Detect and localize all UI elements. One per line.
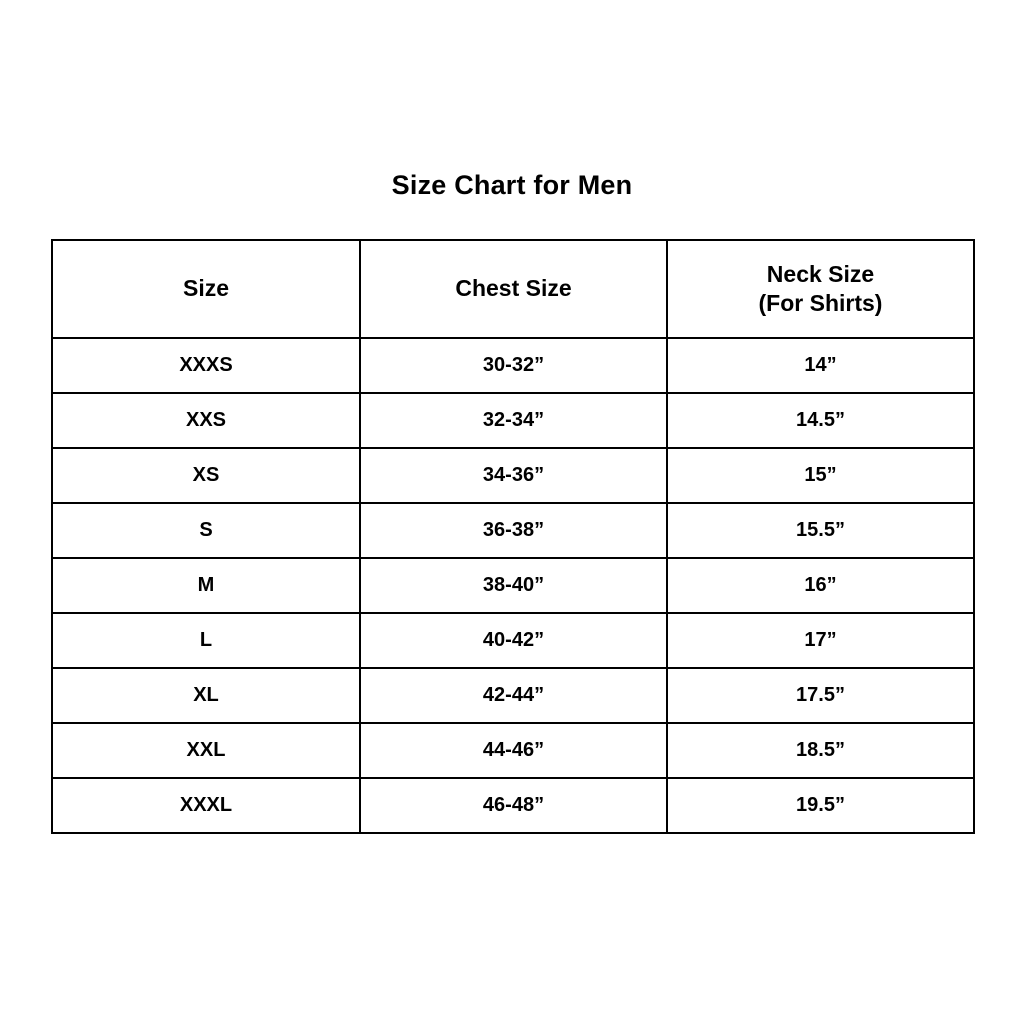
cell-chest: 42-44”: [360, 668, 667, 723]
column-header-neck-size-label: Neck Size: [766, 260, 875, 287]
table-row: [52, 778, 974, 833]
page-title: Size Chart for Men: [391, 170, 633, 200]
cell-size: XXXS: [52, 338, 360, 393]
column-header-neck-size-sublabel: (For Shirts): [758, 290, 883, 316]
table-row: [52, 503, 974, 558]
cell-neck: 16”: [667, 558, 974, 613]
cell-neck: 14”: [667, 338, 974, 393]
table-row: [52, 393, 974, 448]
cell-size: XS: [52, 448, 360, 503]
cell-chest: 46-48”: [360, 778, 667, 833]
cell-size: XXXL: [52, 778, 360, 833]
cell-chest: 30-32”: [360, 338, 667, 393]
cell-neck: 14.5”: [667, 393, 974, 448]
cell-chest: 44-46”: [360, 723, 667, 778]
table-row: [52, 613, 974, 668]
table-row: [52, 338, 974, 393]
table-row: [52, 668, 974, 723]
cell-neck: 17”: [667, 613, 974, 668]
cell-neck: 17.5”: [667, 668, 974, 723]
cell-chest: 38-40”: [360, 558, 667, 613]
table-body: [52, 338, 974, 833]
cell-chest: 40-42”: [360, 613, 667, 668]
table-row: [52, 448, 974, 503]
cell-size: XXL: [52, 723, 360, 778]
table-row: [52, 558, 974, 613]
column-header-chest-size-label: Chest Size: [455, 275, 572, 302]
cell-neck: 19.5”: [667, 778, 974, 833]
cell-neck: 15”: [667, 448, 974, 503]
cell-chest: 32-34”: [360, 393, 667, 448]
column-header-size-label: Size: [182, 275, 230, 302]
size-chart-table-wrapper: [51, 239, 973, 834]
size-chart-table: [51, 239, 975, 834]
column-header-chest-size: [360, 240, 667, 338]
cell-size: L: [52, 613, 360, 668]
cell-size: XL: [52, 668, 360, 723]
table-header-row: [52, 240, 974, 338]
cell-size: XXS: [52, 393, 360, 448]
cell-chest: 34-36”: [360, 448, 667, 503]
cell-size: S: [52, 503, 360, 558]
cell-neck: 18.5”: [667, 723, 974, 778]
cell-chest: 36-38”: [360, 503, 667, 558]
cell-neck: 15.5”: [667, 503, 974, 558]
table-header: [52, 240, 974, 338]
table-row: [52, 723, 974, 778]
column-header-neck-size: [667, 240, 974, 338]
column-header-size: [52, 240, 360, 338]
cell-size: M: [52, 558, 360, 613]
